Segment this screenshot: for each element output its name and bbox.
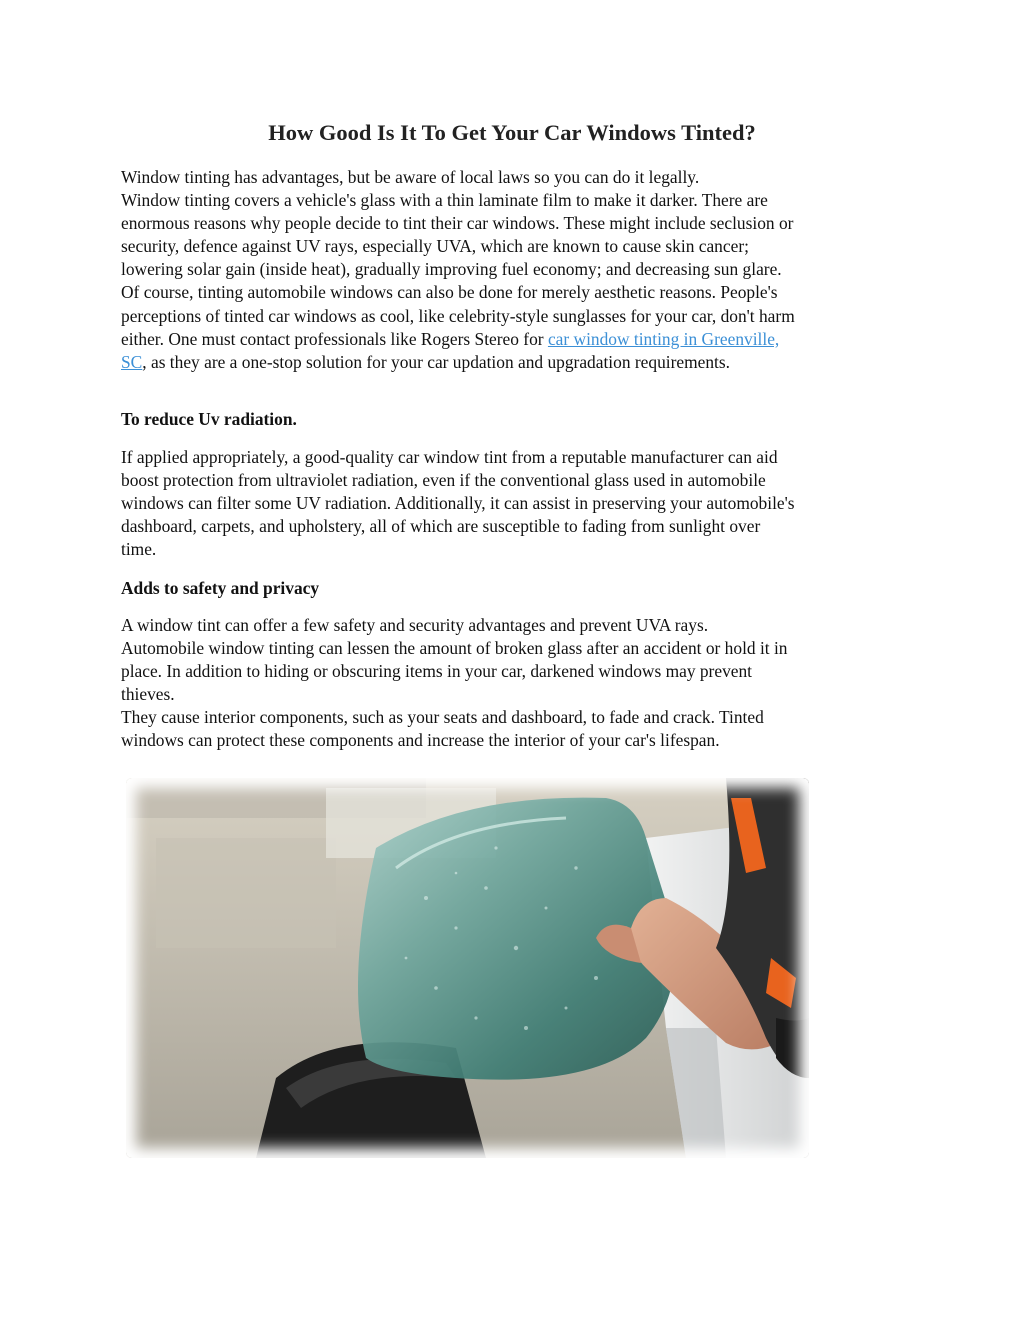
intro-line: Window tinting covers a vehicle's glass with a thin laminate film to make it darker. There are [121, 190, 768, 211]
tinting-link-continued[interactable]: SC [121, 351, 143, 372]
section-heading-safety: Adds to safety and privacy [121, 578, 320, 598]
safety-line: A window tint can offer a few safety and security advantages and prevent UVA rays. [121, 615, 709, 635]
intro-line-with-link [121, 351, 911, 374]
intro-line: Of course, tinting automobile windows can also be done for merely aesthetic reasons. People's [121, 282, 778, 303]
intro-line-with-link [121, 328, 911, 351]
intro-line: perceptions of tinted car windows as cool, like celebrity-style sunglasses for your car, don't harm [121, 305, 795, 326]
safety-line: thieves. [121, 684, 175, 705]
safety-line: place. In addition to hiding or obscuring items in your car, darkened windows may prevent [121, 661, 753, 682]
intro-line: enormous reasons why people decide to tint their car windows. These might include seclusion or [121, 213, 794, 234]
intro-line: security, defence against UV rays, especially UVA, which are known to cause skin cancer; [121, 236, 749, 257]
photo-illustration [126, 778, 809, 1158]
intro-line: lowering solar gain (inside heat), gradually improving fuel economy; and decreasing sun glare. [121, 259, 782, 280]
safety-line: Automobile window tinting can lessen the amount of broken glass after an accident or hold it in [121, 638, 788, 659]
window-tinting-photo [126, 778, 809, 1158]
page-title: How Good Is It To Get Your Car Windows Tinted? [268, 120, 756, 145]
uv-line: If applied appropriately, a good-quality car window tint from a reputable manufacturer can aid [121, 447, 778, 467]
intro-text: , as they are a one-stop solution for your car updation and upgradation requirements. [142, 351, 731, 372]
uv-line: time. [121, 539, 157, 560]
section-heading-uv: To reduce Uv radiation. [121, 409, 297, 429]
safety-line: windows can protect these components and increase the interior of your car's lifespan. [121, 730, 720, 751]
intro-line: Window tinting has advantages, but be aware of local laws so you can do it legally. [121, 167, 700, 187]
intro-text: either. One must contact professionals like Rogers Stereo for [121, 328, 548, 349]
uv-line: windows can filter some UV radiation. Additionally, it can assist in preserving your automobile's [121, 493, 795, 514]
uv-line: boost protection from ultraviolet radiation, even if the conventional glass used in automobile [121, 470, 766, 491]
tinting-link[interactable]: car window tinting in Greenville, [547, 328, 780, 349]
uv-paragraph [121, 446, 911, 561]
safety-line: They cause interior components, such as your seats and dashboard, to fade and crack. Tinted [121, 707, 764, 728]
uv-line: dashboard, carpets, and upholstery, all of which are susceptible to fading from sunlight over [121, 516, 761, 537]
intro-paragraph [121, 166, 911, 374]
safety-paragraph [121, 614, 911, 753]
